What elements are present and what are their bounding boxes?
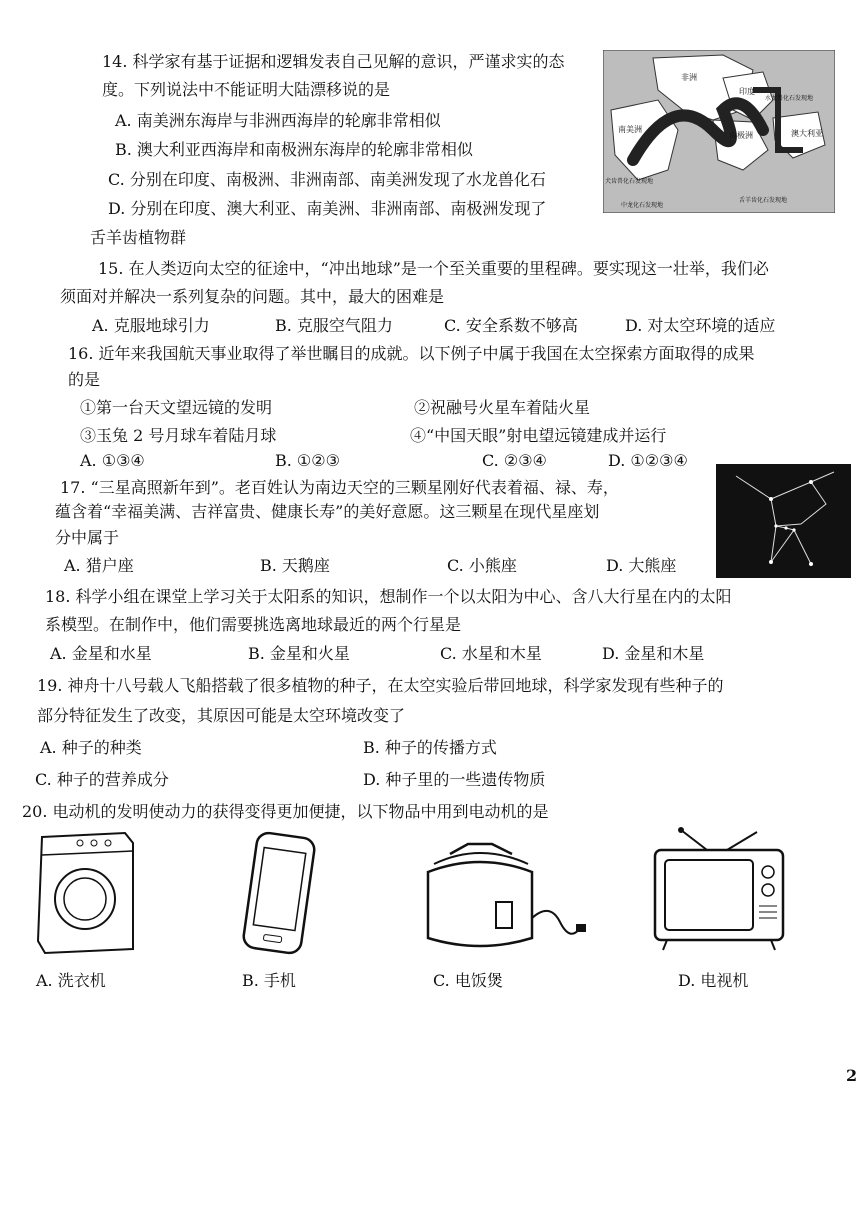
q14-option-d-line2: 舌羊齿植物群	[90, 228, 187, 247]
q18-stem-line2: 系模型。在制作中，他们需要挑选离地球最近的两个行星是	[45, 615, 462, 634]
q16-stem-line2: 的是	[68, 370, 101, 389]
q18-stem-line1: 18. 科学小组在课堂上学习关于太阳系的知识，想制作一个以太阳为中心、含八大行星在内的太阳	[45, 587, 732, 606]
q16-item-1: ①第一台天文望远镜的发明	[80, 398, 273, 417]
map-label-glossopteris: 舌羊齿化石发现地	[739, 197, 788, 204]
q17-stem-line3: 分中属于	[55, 528, 120, 547]
q16-item-3: ③玉兔 2 号月球车着陆月球	[80, 426, 277, 445]
q20-option-a: A. 洗衣机	[36, 971, 106, 990]
q17-stem-line2: 蕴含着“幸福美满、吉祥富贵、健康长寿”的美好意愿。这三颗星在现代星座划	[55, 502, 600, 521]
gondwana-map-figure	[603, 50, 835, 213]
q16-option-b: B. ①②③	[275, 451, 340, 470]
map-label-cynognathus: 犬齿兽化石发现地	[605, 178, 654, 185]
q16-item-2: ②祝融号火星车着陆火星	[414, 398, 591, 417]
q20-option-b: B. 手机	[242, 971, 296, 990]
q14-option-b: B. 澳大利亚西海岸和南极洲东海岸的轮廓非常相似	[115, 140, 473, 159]
q14-stem-line2: 度。下列说法中不能证明大陆漂移说的是	[102, 80, 391, 99]
q16-item-4: ④“中国天眼”射电望远镜建成并运行	[410, 426, 667, 445]
q14-option-a: A. 南美洲东海岸与非洲西海岸的轮廓非常相似	[115, 111, 441, 130]
q16-option-c: C. ②③④	[482, 451, 547, 470]
q20-option-c: C. 电饭煲	[433, 971, 503, 990]
q17-option-c: C. 小熊座	[447, 556, 517, 575]
mobile-phone-icon	[240, 830, 318, 956]
q19-stem-line1: 19. 神舟十八号载人飞船搭载了很多植物的种子，在太空实验后带回地球，科学家发现有些种子的	[37, 676, 724, 695]
page-number: 2	[846, 1066, 858, 1085]
q20-stem: 20. 电动机的发明使动力的获得变得更加便捷，以下物品中用到电动机的是	[22, 802, 549, 821]
q14-stem-line1: 14. 科学家有基于证据和逻辑发表自己见解的意识，严谨求实的态	[102, 52, 565, 71]
map-label-antarctica: 南极洲	[729, 131, 753, 140]
q17-option-d: D. 大熊座	[606, 556, 677, 575]
map-label-mesosaurus: 中龙化石发现地	[621, 202, 664, 209]
q17-option-b: B. 天鹅座	[260, 556, 330, 575]
q18-option-c: C. 水星和木星	[440, 644, 542, 663]
television-icon	[647, 826, 792, 956]
q15-option-a: A. 克服地球引力	[92, 316, 210, 335]
q19-option-a: A. 种子的种类	[40, 738, 142, 757]
q16-option-a: A. ①③④	[80, 451, 145, 470]
orion-constellation-figure	[716, 464, 851, 578]
q16-stem-line1: 16. 近年来我国航天事业取得了举世瞩目的成就。以下例子中属于我国在太空探索方面取得的成果	[68, 344, 755, 363]
q18-option-a: A. 金星和水星	[50, 644, 152, 663]
q15-stem-line1: 15. 在人类迈向太空的征途中，“冲出地球”是一个至关重要的里程碑。要实现这一壮举，我们必	[98, 259, 769, 278]
map-label-africa: 非洲	[681, 73, 697, 82]
map-label-lystrosaurus: 水龙兽化石发现地	[765, 95, 814, 102]
map-label-australia: 澳大利亚	[791, 129, 823, 138]
q15-stem-line2: 须面对并解决一系列复杂的问题。其中，最大的困难是	[60, 287, 445, 306]
q16-option-d: D. ①②③④	[608, 451, 688, 470]
map-label-south-america: 南美洲	[618, 125, 642, 134]
q19-option-c: C. 种子的营养成分	[35, 770, 169, 789]
q19-option-d: D. 种子里的一些遗传物质	[363, 770, 546, 789]
rice-cooker-icon	[420, 832, 600, 962]
q18-option-b: B. 金星和火星	[248, 644, 350, 663]
q20-option-d: D. 电视机	[678, 971, 749, 990]
q19-stem-line2: 部分特征发生了改变，其原因可能是太空环境改变了	[37, 706, 406, 725]
q18-option-d: D. 金星和木星	[602, 644, 705, 663]
washing-machine-icon	[30, 829, 140, 957]
q19-option-b: B. 种子的传播方式	[363, 738, 497, 757]
q15-option-c: C. 安全系数不够高	[444, 316, 578, 335]
map-label-india: 印度	[739, 87, 755, 96]
q15-option-b: B. 克服空气阻力	[275, 316, 393, 335]
q17-stem-line1: 17. “三星高照新年到”。老百姓认为南边天空的三颗星刚好代表着福、禄、寿，	[60, 478, 619, 497]
q17-option-a: A. 猎户座	[64, 556, 134, 575]
q14-option-d-line1: D. 分别在印度、澳大利亚、南美洲、非洲南部、南极洲发现了	[108, 199, 547, 218]
q14-option-c: C. 分别在印度、南极洲、非洲南部、南美洲发现了水龙兽化石	[108, 170, 546, 189]
q15-option-d: D. 对太空环境的适应	[625, 316, 776, 335]
